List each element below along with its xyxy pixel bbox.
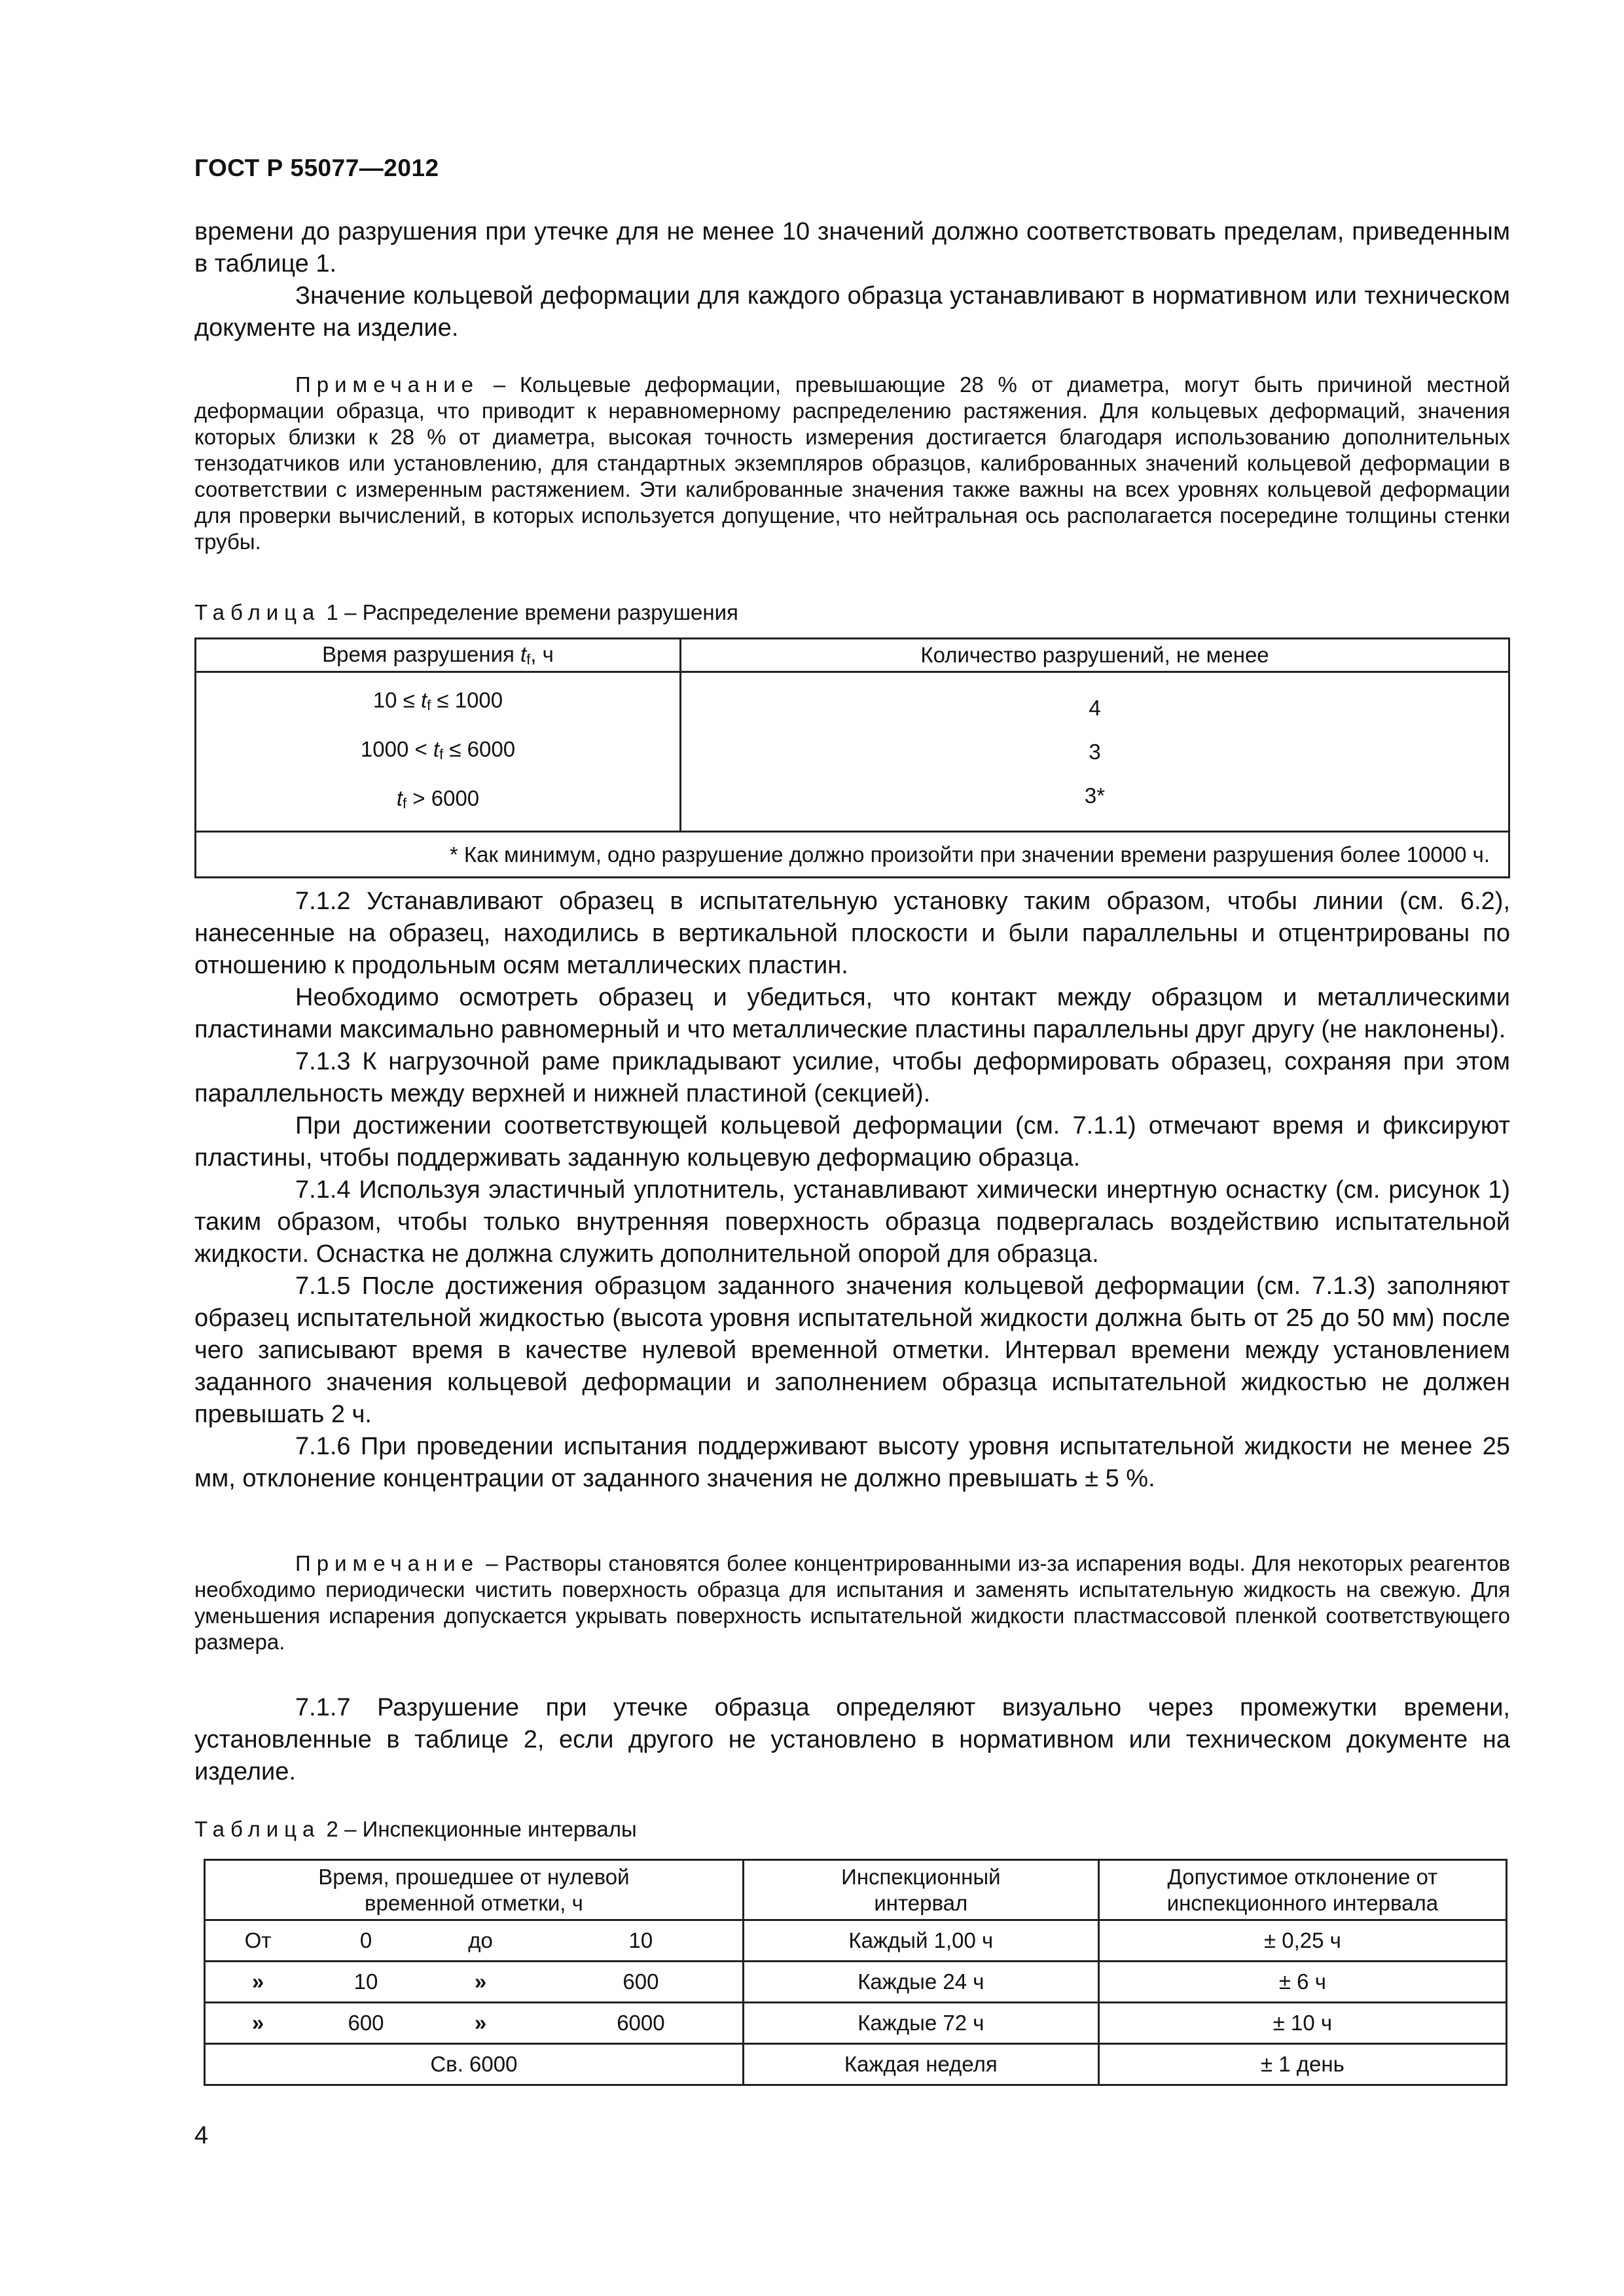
page-number: 4 <box>194 2122 209 2149</box>
section-7-1 <box>194 886 1510 1495</box>
table-row: Св. 6000 Каждая неделя ± 1 день <box>205 2044 1507 2085</box>
header-cell-interval: Инспекционный интервал <box>743 1860 1098 1920</box>
table-label: Таблица <box>194 600 321 624</box>
table-row: $1000 < t_f \le 6000$ <box>360 737 516 762</box>
paragraph-7-1-5: 7.1.5 После достижения образцом заданного значения кольцевой деформации (см. 7.1.3) заполняют образец испытательной жидкостью (высота уровня испытательной жидкости должна быть от 25 до 50 мм) после чего записывают время в качестве нулевой временной отметки. Интервал времени между установлением заданного значения кольцевой деформации и заполнением образца испытательной жидкостью не должен превышать 2 ч. <box>194 1272 1510 1428</box>
table-row: $10 \le t_f \le 1000$ <box>372 688 503 713</box>
table-row: » 10 » 600 Каждые 24 ч ± 6 ч <box>205 1962 1507 2003</box>
table-caption-text: 2 – Инспекционные интервалы <box>320 1817 637 1841</box>
table-1 <box>194 637 1510 878</box>
table-1-caption <box>194 600 1510 626</box>
time-range-cell <box>196 672 681 832</box>
section-7-1-7 <box>194 1692 1510 1788</box>
table-row: От 0 до 10 Каждый 1,00 ч ± 0,25 ч <box>205 1920 1507 1962</box>
note-text: – Растворы становятся более концентрированными из-за испарения воды. Для некоторых реагентов необходимо периодически чистить поверхность образца для испытания и заменять испытательную жидкость на свежую. Для уменьшения испарения допускается укрывать поверхность испытательной жидкости пластмассовой пленкой соответствующего размера. <box>194 1551 1510 1654</box>
paragraph-hoop-strain: Значение кольцевой деформации для каждого образца устанавливают в нормативном или техническом документе на изделие. <box>194 282 1510 342</box>
note-text: – Кольцевые деформации, превышающие 28 % от диаметра, могут быть причиной местной деформации образца, что приводит к неравномерному распределению растяжения. Для кольцевых деформаций, значения которых близки к 28 % от диаметра, высокая точность измерения достигается благодаря использованию дополнительных тензодатчиков или установлению, для стандартных экземпляров образцов, калиброванных значений кольцевой деформации в соответствии с измеренным растяжением. Эти калиброванные значения также важны на всех уровнях кольцевой деформации для проверки вычислений, в которых используется допущение, что нейтральная ось располагается посередине толщины стенки трубы. <box>194 372 1510 554</box>
note-2 <box>194 1551 1510 1655</box>
table-label: Таблица <box>194 1817 321 1841</box>
table-row: » 600 » 6000 Каждые 72 ч ± 10 ч <box>205 2003 1507 2044</box>
table-row: $t_f > 6000$ <box>396 786 480 812</box>
header-cell-count: Количество разрушений, не менее <box>681 639 1509 672</box>
table-body-rows <box>196 672 1509 832</box>
intro-block <box>194 216 1510 344</box>
table-caption-text: 1 – Распределение времени разрушения <box>320 600 738 624</box>
paragraph-7-1-2: 7.1.2 Устанавливают образец в испытательную установку таким образом, чтобы линии (см. 6.2), нанесенные на образец, находились в вертикальной плоскости и были параллельны и отцентрированы по отношению к продольным осям металлических пластин. <box>194 888 1510 979</box>
header-cell-tolerance: Допустимое отклонение от инспекционного интервала <box>1098 1860 1506 1920</box>
header-cell-elapsed: Время, прошедшее от нулевой временной отметки, ч <box>205 1860 744 1920</box>
paragraph-7-1-6: 7.1.6 При проведении испытания поддерживают высоту уровня испытательной жидкости не менее 25 мм, отклонение концентрации от заданного значения не должно превышать ± 5 %. <box>194 1433 1510 1492</box>
paragraph-7-1-7: 7.1.7 Разрушение при утечке образца определяют визуально через промежутки времени, установленные в таблице 2, если другого не установлено в нормативном или техническом документе на изделие. <box>194 1694 1510 1785</box>
count-cell: 4 3 3* <box>681 672 1509 832</box>
table-header-row <box>196 639 1509 672</box>
paragraph-7-1-2-inspection: Необходимо осмотреть образец и убедиться, что контакт между образцом и металлическими пластинами максимально равномерный и что металлические пластины параллельны друг другу (не наклонены). <box>194 984 1510 1043</box>
table-2-caption <box>194 1816 1510 1842</box>
table-2 <box>204 1859 1507 2086</box>
paragraph-7-1-4: 7.1.4 Используя эластичный уплотнитель, устанавливают химически инертную оснастку (см. рисунок 1) таким образом, чтобы только внутренняя поверхность образца подвергалась воздействию испытательной жидкости. Оснастка не должна служить дополнительной опорой для образца. <box>194 1176 1510 1268</box>
document-code-header: ГОСТ Р 55077—2012 <box>194 154 439 181</box>
paragraph-7-1-3: 7.1.3 К нагрузочной раме прикладывают усилие, чтобы деформировать образец, сохраняя при этом параллельность между верхней и нижней пластиной (секцией). <box>194 1048 1510 1107</box>
table-footnote: * Как минимум, одно разрушение должно произойти при значении времени разрушения более 10000 ч. <box>196 832 1509 878</box>
paragraph-7-1-3-fixing: При достижении соответствующей кольцевой деформации (см. 7.1.1) отмечают время и фиксируют пластины, чтобы поддерживать заданную кольцевую деформацию образца. <box>194 1112 1510 1172</box>
header-cell-time: Время разрушения $t_f$, ч <box>196 639 681 672</box>
table-header-row <box>205 1860 1507 1920</box>
note-1 <box>194 372 1510 555</box>
note-label: Примечание <box>295 1551 480 1575</box>
table-footnote-row <box>196 832 1509 878</box>
note-label: Примечание <box>295 372 480 397</box>
paragraph-continuation: времени до разрушения при утечке для не менее 10 значений должно соответствовать пределам, приведенным в таблице 1. <box>194 218 1510 278</box>
